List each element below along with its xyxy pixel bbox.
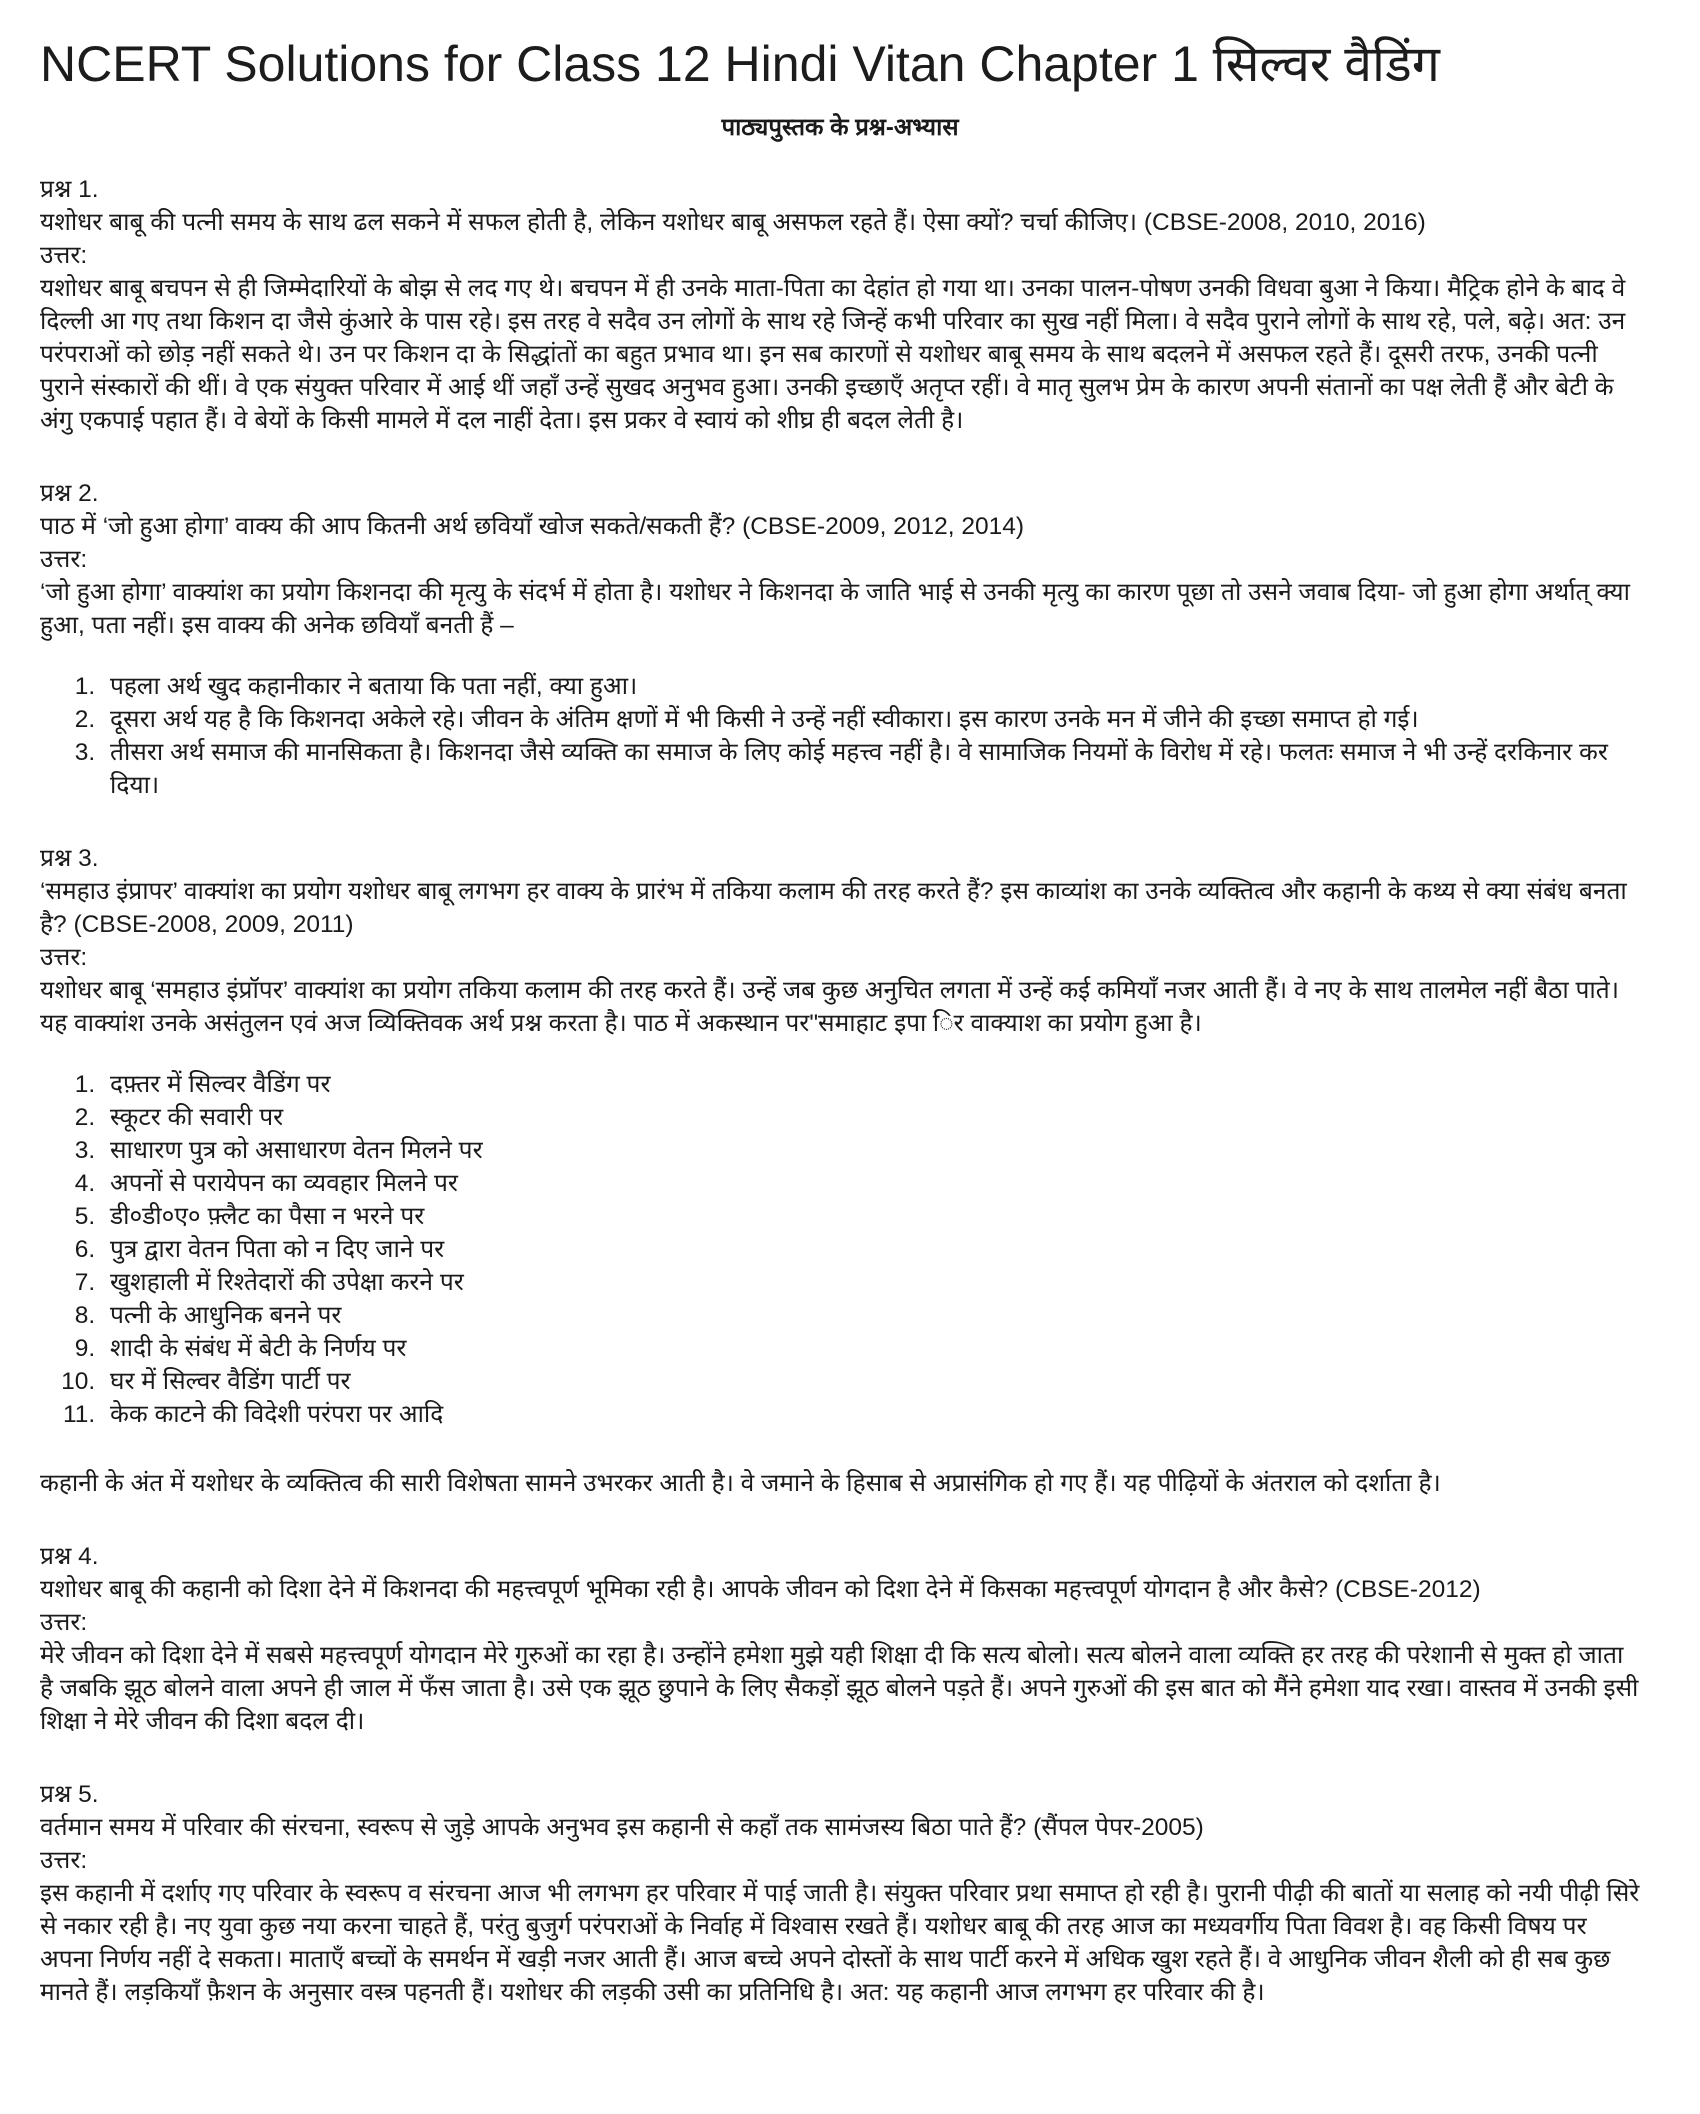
section-subtitle: पाठ्यपुस्तक के प्रश्न-अभ्यास	[721, 114, 959, 141]
question-text: ‘समहाउ इंप्रापर’ वाक्यांश का प्रयोग यशोधर बाबू लगभग हर वाक्य के प्रारंभ में तकिया कलाम की तरह करते हैं? इस काव्यांश का उनके व्यक्तित्व और कहानी के कथ्य से क्या संबंध बनता है? (CBSE-2008, 2009, 2011)	[40, 878, 1627, 938]
question-block-5	[40, 1778, 1640, 2009]
answer-text: यशोधर बाबू ‘समहाउ इंप्रॉपर’ वाक्यांश का प्रयोग तकिया कलाम की तरह करते हैं। उन्हें जब कुछ अनुचित लगता में उन्हें कई कमियाँ नजर आती हैं। वे नए के साथ तालमेल नहीं बैठा पाते। यह वाक्यांश उनके असंतुलन एवं अज व्यिक्तिवक अर्थ प्रश्न करता है। पाठ में अकस्थान पर"समाहाट इपा िर वाक्याश का प्रयोग हुआ है।	[40, 977, 1620, 1037]
list-item: 2. स्कूटर की सवारी पर	[102, 1101, 1640, 1134]
list-item: 3. साधारण पुत्र को असाधारण वेतन मिलने पर	[102, 1134, 1640, 1167]
question-block-1	[40, 173, 1640, 437]
answer-list	[40, 670, 1640, 802]
list-item: 7. खुशहाली में रिश्तेदारों की उपेक्षा करने पर	[102, 1266, 1640, 1299]
question-block-2	[40, 477, 1640, 802]
list-item: 8. पत्नी के आधुनिक बनने पर	[102, 1299, 1640, 1332]
list-item: 9. शादी के संबंध में बेटी के निर्णय पर	[102, 1332, 1640, 1365]
question-text: वर्तमान समय में परिवार की संरचना, स्वरूप से जुड़े आपके अनुभव इस कहानी से कहाँ तक सामंजस्य बिठा पाते हैं? (सैंपल पेपर-2005)	[40, 1814, 1204, 1841]
question-block-3	[40, 842, 1640, 1500]
answer-text: ‘जो हुआ होगा’ वाक्यांश का प्रयोग किशनदा की मृत्यु के संदर्भ में होता है। यशोधर ने किशनदा के जाति भाई से उनकी मृत्यु का कारण पूछा तो उसने जवाब दिया- जो हुआ होगा अर्थात् क्या हुआ, पता नहीं। इस वाक्य की अनेक छवियाँ बनती हैं –	[40, 579, 1630, 639]
question-block-4	[40, 1540, 1640, 1738]
answer-label: उत्तर:	[40, 1609, 88, 1636]
question-label: प्रश्न 2.	[40, 480, 99, 507]
answer-label: उत्तर:	[40, 242, 88, 269]
answer-conclusion: कहानी के अंत में यशोधर के व्यक्तित्व की सारी विशेषता सामने उभरकर आती है। वे जमाने के हिसाब से अप्रासंगिक हो गए हैं। यह पीढ़ियों के अंतराल को दर्शाता है।	[40, 1470, 1441, 1497]
list-item: 3. तीसरा अर्थ समाज की मानसिकता है। किशनदा जैसे व्यक्ति का समाज के लिए कोई महत्त्व नहीं है। वे सामाजिक नियमों के विरोध में रहे। फलतः समाज ने भी उन्हें दरकिनार कर दिया।	[102, 736, 1640, 802]
list-item: 2. दूसरा अर्थ यह है कि किशनदा अकेले रहे। जीवन के अंतिम क्षणों में भी किसी ने उन्हें नहीं स्वीकारा। इस कारण उनके मन में जीने की इच्छा समाप्त हो गई।	[102, 703, 1640, 736]
answer-text: मेरे जीवन को दिशा देने में सबसे महत्त्वपूर्ण योगदान मेरे गुरुओं का रहा है। उन्होंने हमेशा मुझे यही शिक्षा दी कि सत्य बोलो। सत्य बोलने वाला व्यक्ति हर तरह की परेशानी से मुक्त हो जाता है जबकि झूठ बोलने वाला अपने ही जाल में फँस जाता है। उसे एक झूठ छुपाने के लिए सैकड़ों झूठ बोलने पड़ते हैं। अपने गुरुओं की इस बात को मैंने हमेशा याद रखा। वास्तव में उनकी इसी शिक्षा ने मेरे जीवन की दिशा बदल दी।	[40, 1642, 1639, 1735]
document	[40, 0, 1640, 2049]
question-label: प्रश्न 1.	[40, 176, 99, 203]
list-item: 1. दफ़्तर में सिल्वर वैडिंग पर	[102, 1068, 1640, 1101]
list-item: 1. पहला अर्थ खुद कहानीकार ने बताया कि पता नहीं, क्या हुआ।	[102, 670, 1640, 703]
page-title: NCERT Solutions for Class 12 Hindi Vitan Chapter 1 सिल्वर वैडिंग	[40, 36, 1440, 92]
answer-label: उत्तर:	[40, 1847, 88, 1874]
question-text: यशोधर बाबू की कहानी को दिशा देने में किशनदा की महत्त्वपूर्ण भूमिका रही है। आपके जीवन को दिशा देने में किसका महत्त्वपूर्ण योगदान है और कैसे? (CBSE-2012)	[40, 1576, 1481, 1603]
answer-list	[40, 1068, 1640, 1431]
question-label: प्रश्न 5.	[40, 1781, 99, 1808]
answer-label: उत्तर:	[40, 944, 88, 971]
list-item: 4. अपनों से परायेपन का व्यवहार मिलने पर	[102, 1167, 1640, 1200]
answer-label: उत्तर:	[40, 546, 88, 573]
answer-text: इस कहानी में दर्शाए गए परिवार के स्वरूप व संरचना आज भी लगभग हर परिवार में पाई जाती है। संयुक्त परिवार प्रथा समाप्त हो रही है। पुरानी पीढ़ी की बातों या सलाह को नयी पीढ़ी सिरे से नकार रही है। नए युवा कुछ नया करना चाहते हैं, परंतु बुजुर्ग परंपराओं के निर्वाह में विश्वास रखते हैं। यशोधर बाबू की तरह आज का मध्यवर्गीय पिता विवश है। वह किसी विषय पर अपना निर्णय नहीं दे सकता। माताएँ बच्चों के समर्थन में खड़ी नजर आती हैं। आज बच्चे अपने दोस्तों के साथ पार्टी करने में अधिक खुश रहते हैं। वे आधुनिक जीवन शैली को ही सब कुछ मानते हैं। लड़कियाँ फ़ैशन के अनुसार वस्त्र पहनती हैं। यशोधर की लड़की उसी का प्रतिनिधि है। अत: यह कहानी आज लगभग हर परिवार की है।	[40, 1880, 1640, 2006]
question-text: यशोधर बाबू की पत्नी समय के साथ ढल सकने में सफल होती है, लेकिन यशोधर बाबू असफल रहते हैं। ऐसा क्यों? चर्चा कीजिए। (CBSE-2008, 2010, 2016)	[40, 209, 1426, 236]
list-item: 11. केक काटने की विदेशी परंपरा पर आदि	[102, 1398, 1640, 1431]
question-text: पाठ में ‘जो हुआ होगा’ वाक्य की आप कितनी अर्थ छवियाँ खोज सकते/सकती हैं? (CBSE-2009, 2012, 2014)	[40, 513, 1024, 540]
list-item: 6. पुत्र द्वारा वेतन पिता को न दिए जाने पर	[102, 1233, 1640, 1266]
question-label: प्रश्न 4.	[40, 1543, 99, 1570]
answer-text: यशोधर बाबू बचपन से ही जिम्मेदारियों के बोझ से लद गए थे। बचपन में ही उनके माता-पिता का देहांत हो गया था। उनका पालन-पोषण उनकी विधवा बुआ ने किया। मैट्रिक होने के बाद वे दिल्ली आ गए तथा किशन दा जैसे कुंआरे के पास रहे। इस तरह वे सदैव उन लोगों के साथ रहे जिन्हें कभी परिवार का सुख नहीं मिला। वे सदैव पुराने लोगों के साथ रहे, पले, बढ़े। अत: उन परंपराओं को छोड़ नहीं सकते थे। उन पर किशन दा के सिद्धांतों का बहुत प्रभाव था। इन सब कारणों से यशोधर बाबू समय के साथ बदलने में असफल रहते हैं। दूसरी तरफ, उनकी पत्नी पुराने संस्कारों की थीं। वे एक संयुक्त परिवार में आई थीं जहाँ उन्हें सुखद अनुभव हुआ। उनकी इच्छाएँ अतृप्त रहीं। वे मातृ सुलभ प्रेम के कारण अपनी संतानों का पक्ष लेती हैं और बेटी के अंगु एकपाई पहात हैं। वे बेयों के किसी मामले में दल नाहीं देता। इस प्रकर वे स्वायं को शीघ्र ही बदल लेती है।	[40, 275, 1626, 434]
list-item: 10. घर में सिल्वर वैडिंग पार्टी पर	[102, 1365, 1640, 1398]
list-item: 5. डी०डी०ए० फ़्लैट का पैसा न भरने पर	[102, 1200, 1640, 1233]
question-label: प्रश्न 3.	[40, 845, 99, 872]
